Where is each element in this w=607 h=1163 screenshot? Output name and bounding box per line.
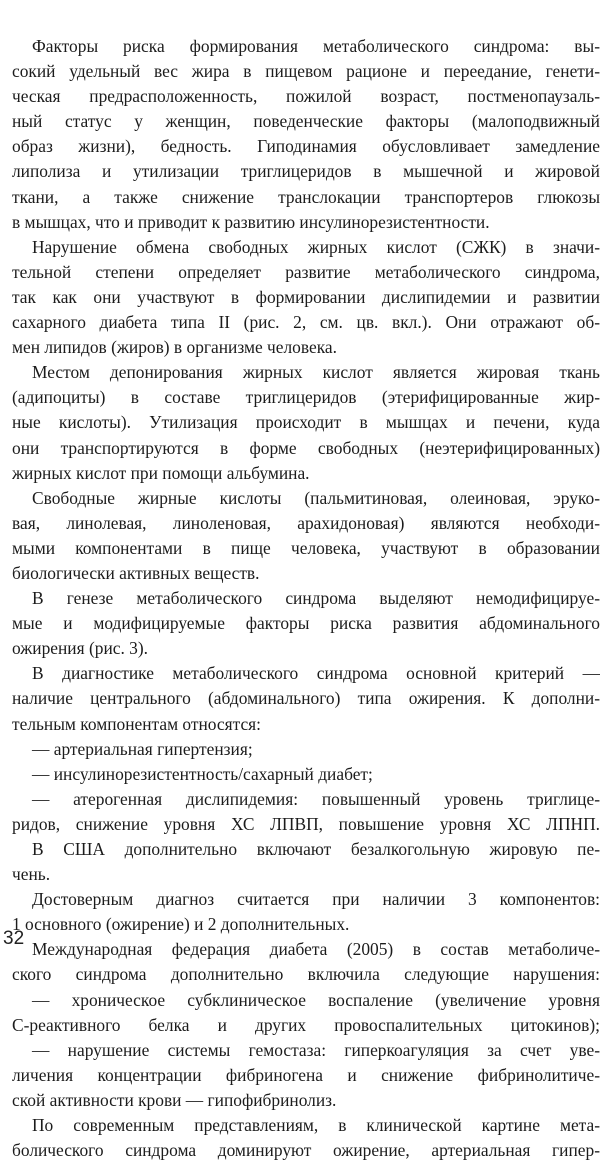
text-line: — артериальная гипертензия; xyxy=(32,738,253,759)
text-line: — хроническое субклиническое воспаление (увеличение уровня xyxy=(32,989,600,1010)
text-line: В США дополнительно включают безалкогольную жировую пе- xyxy=(32,839,600,859)
text-line: Нарушение обмена свободных жирных кислот (СЖК) в значи- xyxy=(32,236,600,257)
text-line: вая, линолевая, линоленовая, арахидоновая) являются необходи- xyxy=(12,512,600,533)
text-line: жирных кислот при помощи альбумина. xyxy=(12,462,310,483)
text-line: мыми компонентами в пище человека, участвуют в образовании xyxy=(12,537,600,558)
text-line: болического синдрома доминируют ожирение, артериальная гипер- xyxy=(12,1140,600,1161)
text-line: Свободные жирные кислоты (пальмитиновая, олеиновая, эруко- xyxy=(32,487,600,508)
text-line: сокий удельный вес жира в пищевом рационе и переедание, генети- xyxy=(12,61,600,82)
text-line: они транспортируются в форме свободных (неэтерифицированных) xyxy=(12,437,600,458)
text-line: В генезе метаболического синдрома выделяют немодифицируе- xyxy=(32,588,600,609)
text-line: ского синдрома дополнительно включила следующие нарушения: xyxy=(12,964,600,985)
text-line: мые и модифицируемые факторы риска развития абдоминального xyxy=(12,613,600,634)
text-line: ткани, а также снижение транслокации транспортеров глюкозы xyxy=(12,186,600,207)
text-line: — нарушение системы гемостаза: гиперкоагуляция за счет уве- xyxy=(32,1039,600,1060)
text-line: ожирения (рис. 3). xyxy=(12,638,148,659)
text-line: ской активности крови — гипофибринолиз. xyxy=(12,1089,337,1110)
text-line: — инсулинорезистентность/сахарный диабет; xyxy=(32,763,373,784)
text-line: 1 основного (ожирение) и 2 дополнительных. xyxy=(12,914,350,935)
text-line: биологически активных веществ. xyxy=(12,562,260,583)
text-line: (адипоциты) в составе триглицеридов (этерифицированные жир- xyxy=(12,387,600,408)
text-line: Достоверным диагноз считается при наличии 3 компонентов: xyxy=(32,889,600,910)
text-line: Международная федерация диабета (2005) в состав метаболиче- xyxy=(32,939,600,960)
text-line: тельной степени определяет развитие метаболического синдрома, xyxy=(12,261,600,282)
text-line: тельным компонентам относятся: xyxy=(12,713,262,734)
text-line: В диагностике метаболического синдрома основной критерий — xyxy=(32,663,600,684)
page-number: 32 xyxy=(3,928,25,949)
body-text xyxy=(12,34,600,1163)
text-line: С-реактивного белка и других провоспалительных цитокинов); xyxy=(12,1014,600,1035)
text-line: — атерогенная дислипидемия: повышенный уровень триглице- xyxy=(32,788,600,809)
text-line: так как они участвуют в формировании дислипидемии и развитии xyxy=(12,286,600,307)
text-line: ческая предрасположенность, пожилой возраст, постменопаузаль- xyxy=(12,86,600,107)
text-line: Местом депонирования жирных кислот является жировая ткань xyxy=(32,362,600,383)
text-line: личения концентрации фибриногена и снижение фибринолитиче- xyxy=(12,1064,600,1085)
text-line: сахарного диабета типа II (рис. 2, см. цв. вкл.). Они отражают об- xyxy=(12,312,600,333)
text-line: наличие центрального (абдоминального) типа ожирения. К дополни- xyxy=(12,688,600,709)
text-line: ный статус у женщин, поведенческие факторы (малоподвижный xyxy=(12,111,600,132)
text-line: ридов, снижение уровня ХС ЛПВП, повышение уровня ХС ЛПНП. xyxy=(12,813,600,834)
text-line: липолиза и утилизации триглицеридов в мышечной и жировой xyxy=(12,161,600,182)
text-line: мен липидов (жиров) в организме человека. xyxy=(12,337,337,358)
text-line: ные кислоты). Утилизация происходит в мышцах и печени, куда xyxy=(12,412,600,433)
text-line: Факторы риска формирования метаболического синдрома: вы- xyxy=(32,36,600,56)
text-line: чень. xyxy=(12,864,51,885)
text-line: в мышцах, что и приводит к развитию инсулинорезистентности. xyxy=(12,211,490,232)
text-line: По современным представлениям, в клинической картине мета- xyxy=(32,1115,600,1136)
text-line: образ жизни), бедность. Гиподинамия обусловливает замедление xyxy=(12,136,600,157)
